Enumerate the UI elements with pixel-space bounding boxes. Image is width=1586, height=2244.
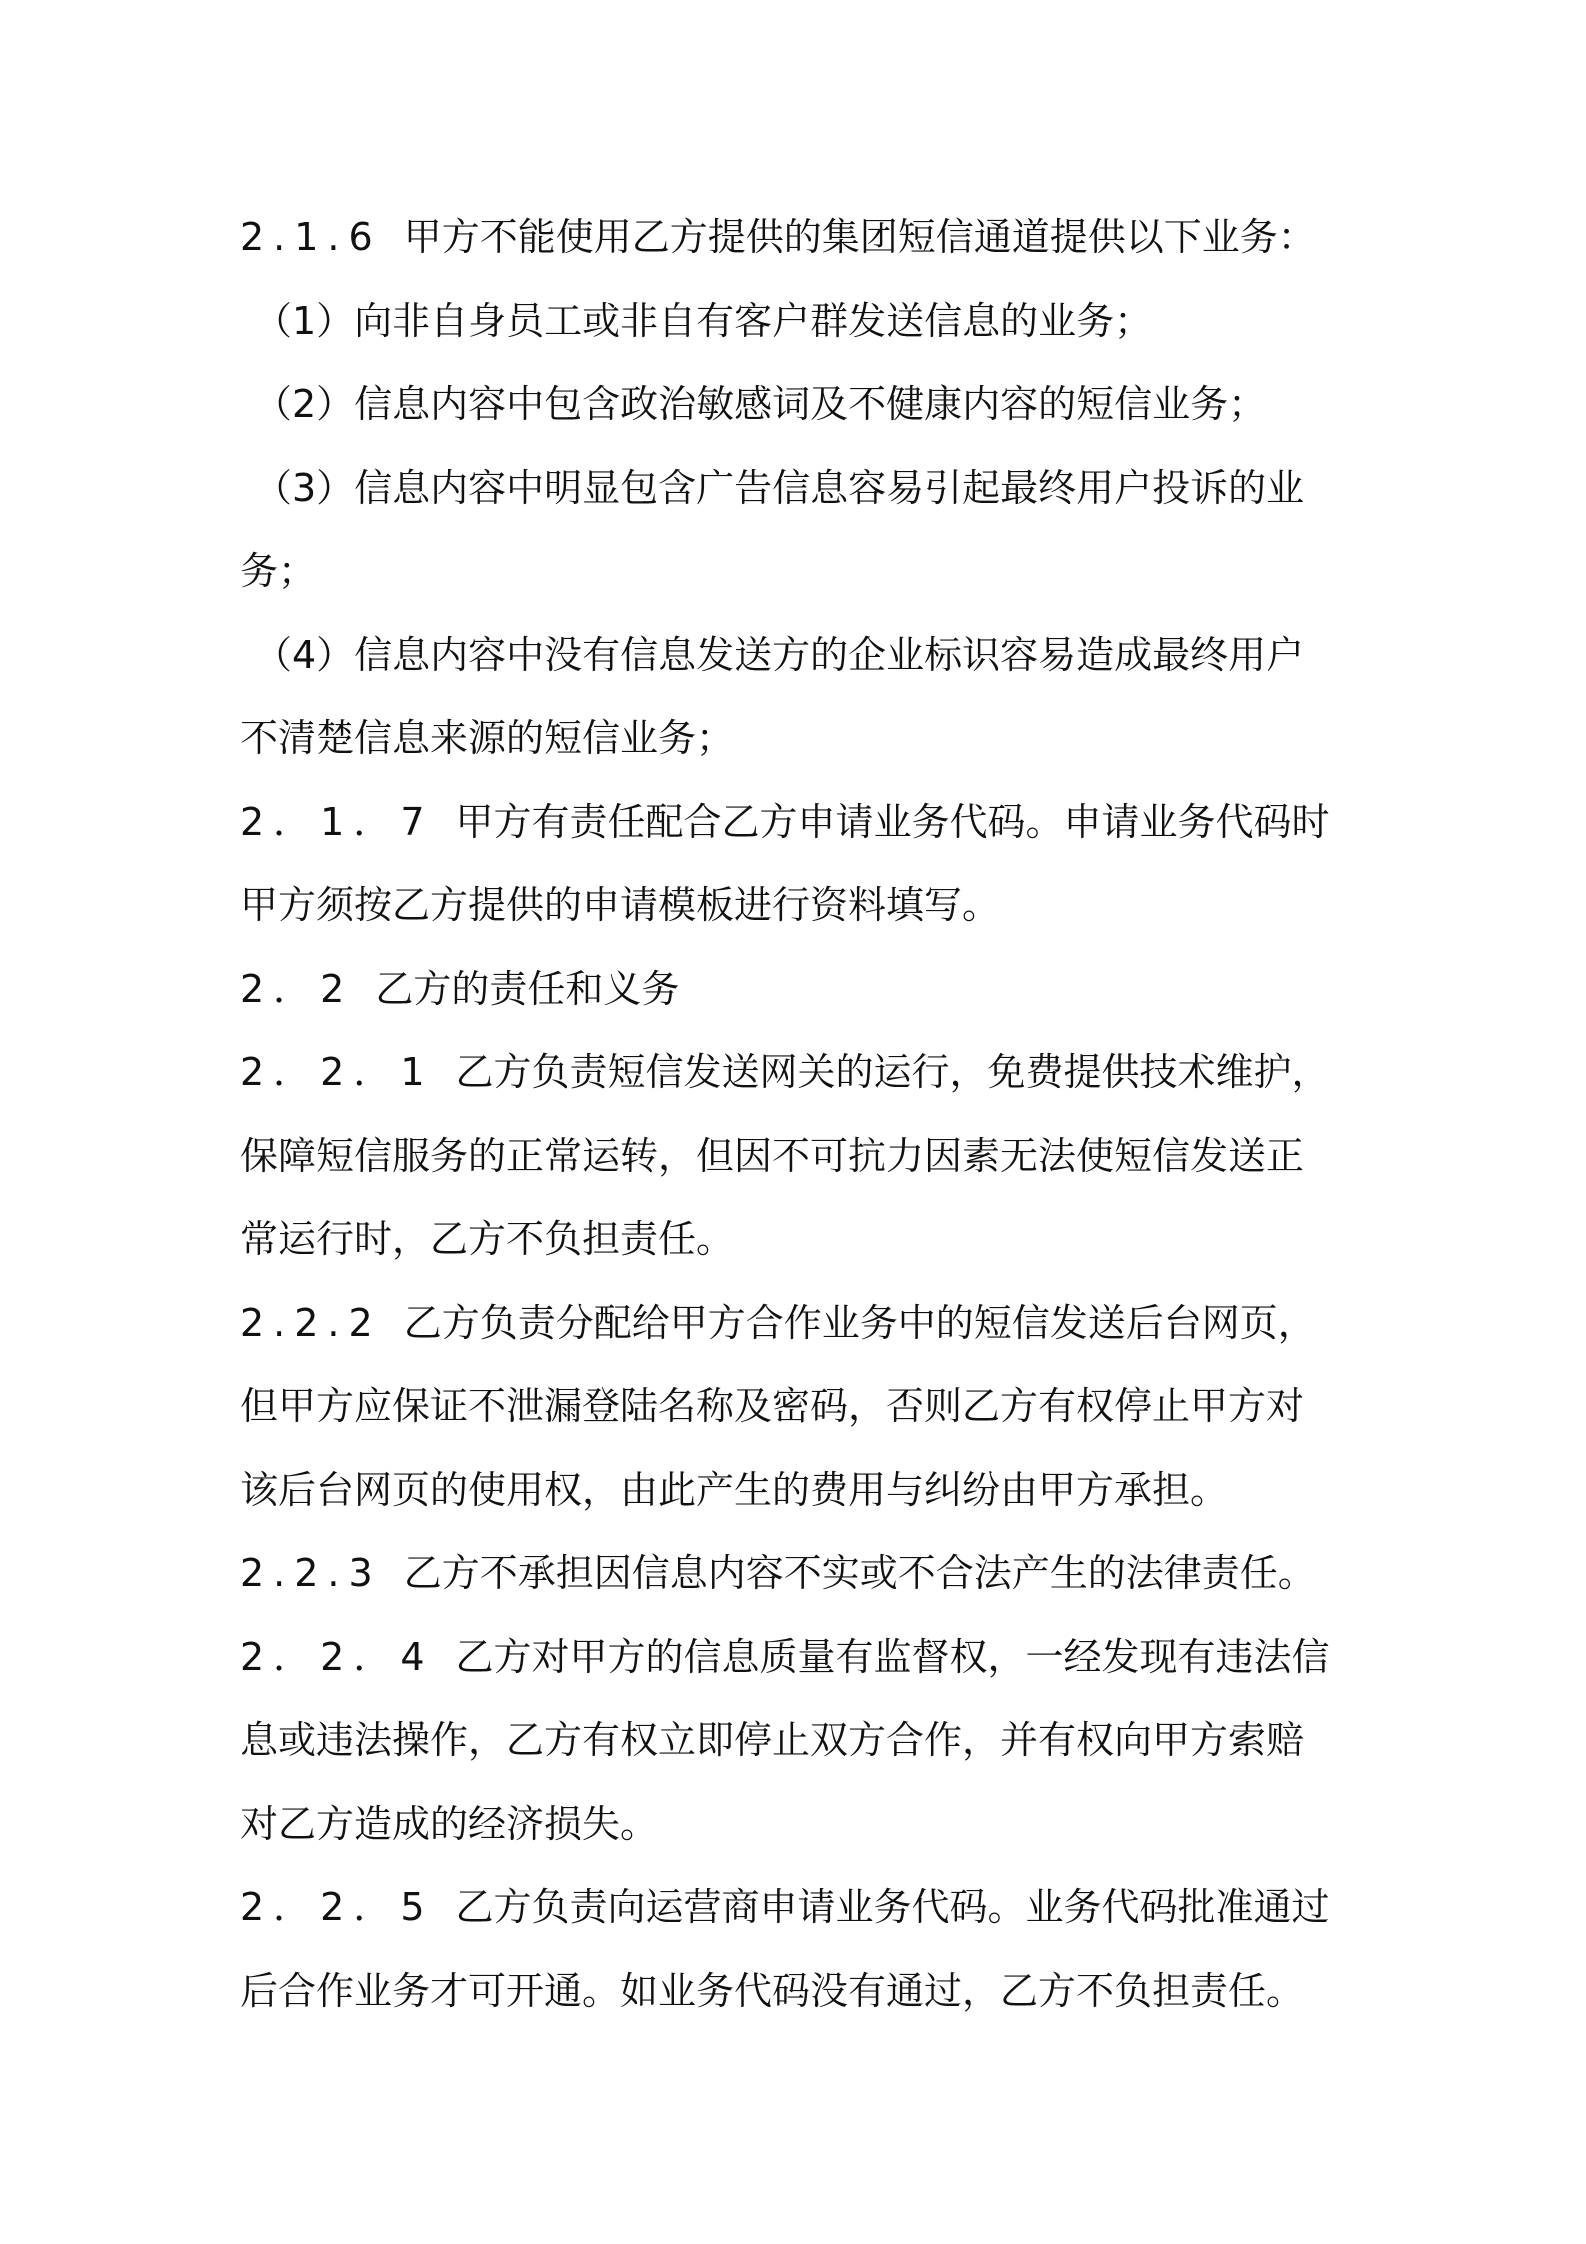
line-text: （4）信息内容中没有信息发送方的企业标识容易造成最终用户 bbox=[254, 632, 1305, 677]
text-line bbox=[240, 1282, 1360, 1366]
line-text: 不清楚信息来源的短信业务； bbox=[240, 716, 735, 760]
text-line bbox=[240, 530, 1360, 614]
text-line bbox=[240, 1950, 1360, 2034]
text-line bbox=[240, 1115, 1360, 1199]
clause-number: 2．2．5 bbox=[240, 1885, 434, 1929]
line-text: 后合作业务才可开通。如业务代码没有通过，乙方不负担责任。 bbox=[240, 1968, 1305, 2013]
clause-number: 2.2.3 bbox=[240, 1551, 382, 1595]
line-text: 乙方对甲方的信息质量有监督权，一经发现有违法信 bbox=[455, 1634, 1330, 1679]
line-text: 务； bbox=[240, 549, 317, 593]
text-line bbox=[240, 614, 1360, 698]
line-text: 甲方须按乙方提供的申请模板进行资料填写。 bbox=[240, 883, 1001, 927]
text-line bbox=[240, 280, 1360, 364]
document-body bbox=[240, 196, 1360, 2033]
line-text: 乙方负责分配给甲方合作业务中的短信发送后台网页， bbox=[403, 1300, 1316, 1345]
line-text: 常运行时，乙方不负担责任。 bbox=[240, 1217, 735, 1261]
clause-number: 2．1．7 bbox=[240, 799, 434, 844]
text-line bbox=[240, 1616, 1360, 1700]
line-text: （2）信息内容中包含政治敏感词及不健康内容的短信业务； bbox=[254, 382, 1267, 426]
clause-number: 2.1.6 bbox=[240, 215, 382, 259]
clause-number: 2．2．4 bbox=[240, 1634, 434, 1679]
line-text: 保障短信服务的正常运转，但因不可抗力因素无法使短信发送正 bbox=[240, 1133, 1305, 1178]
line-text: 甲方不能使用乙方提供的集团短信通道提供以下业务： bbox=[403, 215, 1316, 259]
text-line bbox=[240, 1198, 1360, 1282]
line-text: 甲方有责任配合乙方申请业务代码。申请业务代码时 bbox=[455, 799, 1330, 844]
text-line bbox=[240, 781, 1360, 865]
line-text: 乙方不承担因信息内容不实或不合法产生的法律责任。 bbox=[403, 1551, 1316, 1595]
text-line bbox=[240, 948, 1360, 1032]
line-text: 但甲方应保证不泄漏登陆名称及密码，否则乙方有权停止甲方对 bbox=[240, 1384, 1305, 1428]
clause-number: 2.2.2 bbox=[240, 1300, 382, 1345]
text-line bbox=[240, 1532, 1360, 1616]
line-text: 息或违法操作，乙方有权立即停止双方合作，并有权向甲方索赔 bbox=[240, 1718, 1305, 1762]
text-line bbox=[240, 1783, 1360, 1867]
line-text: （1）向非自身员工或非自有客户群发送信息的业务； bbox=[254, 298, 1153, 343]
line-text: 乙方的责任和义务 bbox=[375, 966, 680, 1011]
text-line bbox=[240, 1699, 1360, 1783]
line-text: 乙方负责短信发送网关的运行，免费提供技术维护， bbox=[455, 1050, 1330, 1094]
text-line bbox=[240, 697, 1360, 781]
text-line bbox=[240, 363, 1360, 447]
clause-number: 2．2 bbox=[240, 966, 354, 1011]
text-line bbox=[240, 1365, 1360, 1449]
clause-number: 2．2．1 bbox=[240, 1050, 434, 1094]
text-line bbox=[240, 1031, 1360, 1115]
line-text: 对乙方造成的经济损失。 bbox=[240, 1801, 659, 1846]
text-line bbox=[240, 447, 1360, 531]
line-text: 乙方负责向运营商申请业务代码。业务代码批准通过 bbox=[455, 1885, 1330, 1929]
text-line bbox=[240, 196, 1360, 280]
line-text: 该后台网页的使用权，由此产生的费用与纠纷由甲方承担。 bbox=[240, 1467, 1229, 1512]
text-line bbox=[240, 1866, 1360, 1950]
text-line bbox=[240, 1449, 1360, 1533]
line-text: （3）信息内容中明显包含广告信息容易引起最终用户投诉的业 bbox=[254, 465, 1305, 510]
text-line bbox=[240, 864, 1360, 948]
